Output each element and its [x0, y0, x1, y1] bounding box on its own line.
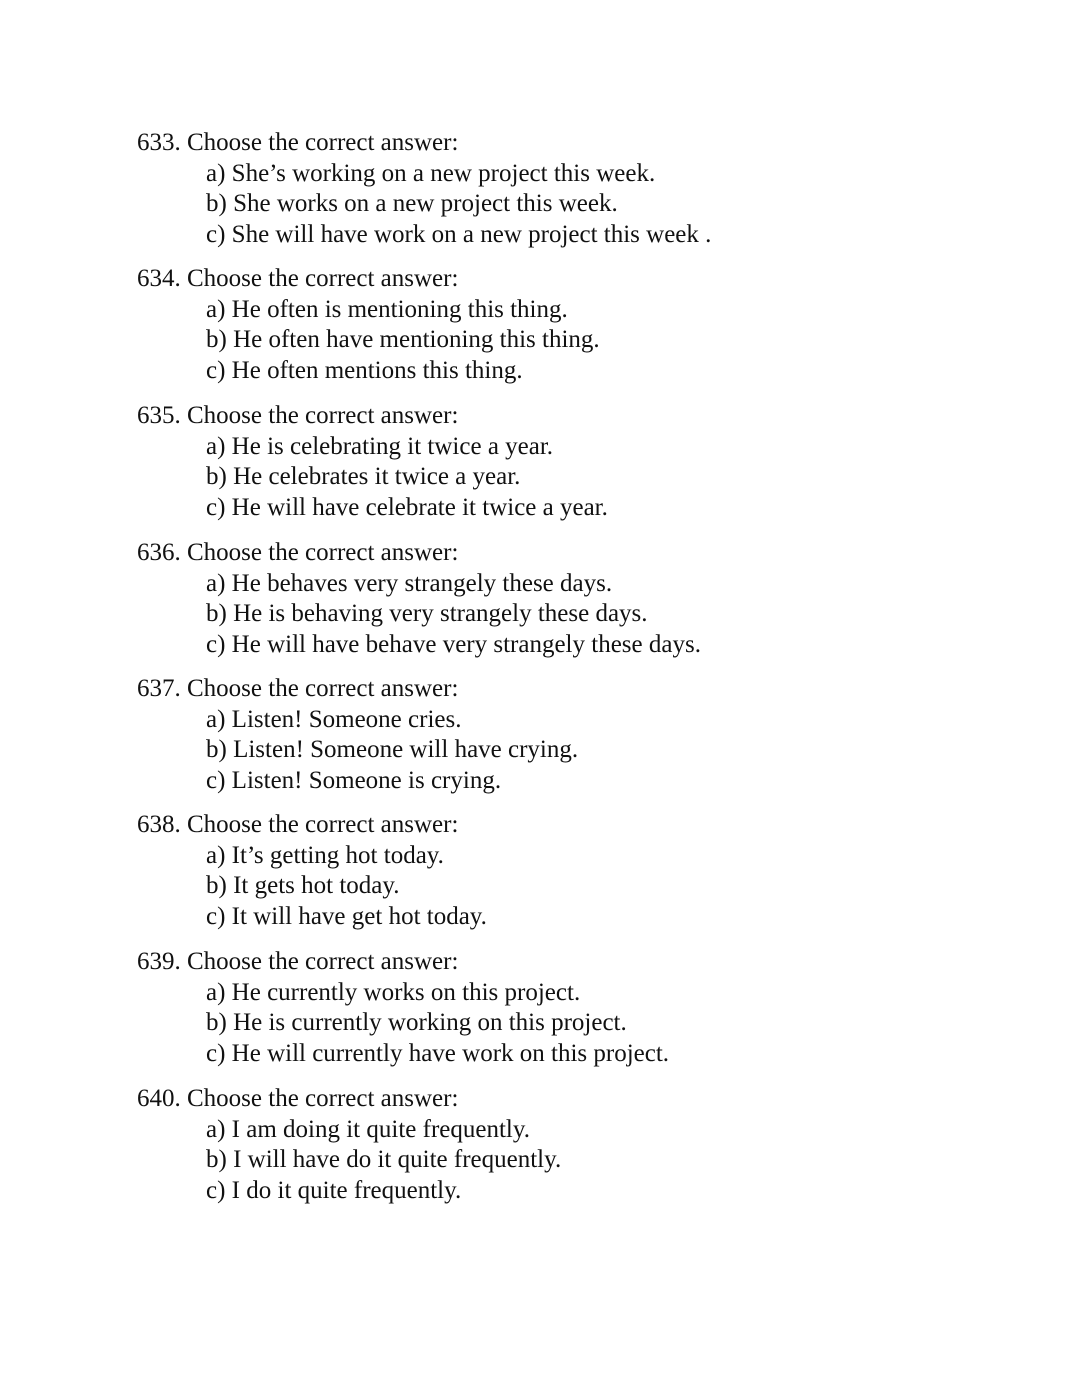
answer-option-a: a) He is celebrating it twice a year.: [206, 432, 554, 460]
answer-option-c: c) He will have celebrate it twice a year.: [206, 493, 608, 521]
answer-option-b: b) Listen! Someone will have crying.: [206, 736, 579, 763]
question-637: [137, 674, 997, 796]
answer-options: [137, 569, 997, 661]
answer-options: [137, 295, 997, 387]
question-title: 633. Choose the correct answer:: [137, 129, 459, 156]
answer-options: [137, 1115, 997, 1207]
question-636: [137, 538, 997, 660]
answer-option-a: a) She’s working on a new project this week.: [206, 159, 656, 187]
question-title: 635. Choose the correct answer:: [137, 402, 459, 429]
question-633: [137, 128, 997, 250]
question-title: 638. Choose the correct answer:: [137, 811, 459, 838]
question-title: 640. Choose the correct answer:: [137, 1085, 459, 1112]
question-title: 637. Choose the correct answer:: [137, 675, 459, 702]
answer-option-b: b) He is behaving very strangely these days.: [206, 600, 648, 627]
answer-option-a: a) It’s getting hot today.: [206, 841, 444, 869]
answer-option-a: a) He currently works on this project.: [206, 978, 581, 1006]
question-639: [137, 947, 997, 1069]
question-title: 636. Choose the correct answer:: [137, 539, 459, 566]
answer-option-a: a) He behaves very strangely these days.: [206, 569, 613, 597]
answer-option-b: b) I will have do it quite frequently.: [206, 1146, 562, 1173]
question-634: [137, 264, 997, 386]
answer-option-b: b) He is currently working on this project.: [206, 1009, 627, 1036]
answer-option-c: c) She will have work on a new project this week .: [206, 220, 712, 248]
answer-option-a: a) He often is mentioning this thing.: [206, 295, 568, 323]
answer-option-a: a) I am doing it quite frequently.: [206, 1115, 530, 1143]
answer-options: [137, 841, 997, 933]
question-title: 634. Choose the correct answer:: [137, 265, 459, 292]
answer-option-c: c) He often mentions this thing.: [206, 356, 523, 384]
answer-option-b: b) It gets hot today.: [206, 872, 400, 899]
answer-option-a: a) Listen! Someone cries.: [206, 705, 462, 733]
answer-option-b: b) He celebrates it twice a year.: [206, 463, 521, 490]
question-638: [137, 810, 997, 932]
answer-option-c: c) He will have behave very strangely these days.: [206, 630, 701, 658]
answer-options: [137, 159, 997, 251]
answer-option-c: c) Listen! Someone is crying.: [206, 766, 502, 794]
answer-options: [137, 432, 997, 524]
answer-option-b: b) She works on a new project this week.: [206, 190, 618, 217]
answer-options: [137, 705, 997, 797]
answer-options: [137, 978, 997, 1070]
answer-option-b: b) He often have mentioning this thing.: [206, 326, 600, 353]
answer-option-c: c) I do it quite frequently.: [206, 1176, 462, 1204]
answer-option-c: c) It will have get hot today.: [206, 902, 487, 930]
question-640: [137, 1084, 997, 1206]
question-635: [137, 401, 997, 523]
answer-option-c: c) He will currently have work on this project.: [206, 1039, 670, 1067]
question-title: 639. Choose the correct answer:: [137, 948, 459, 975]
